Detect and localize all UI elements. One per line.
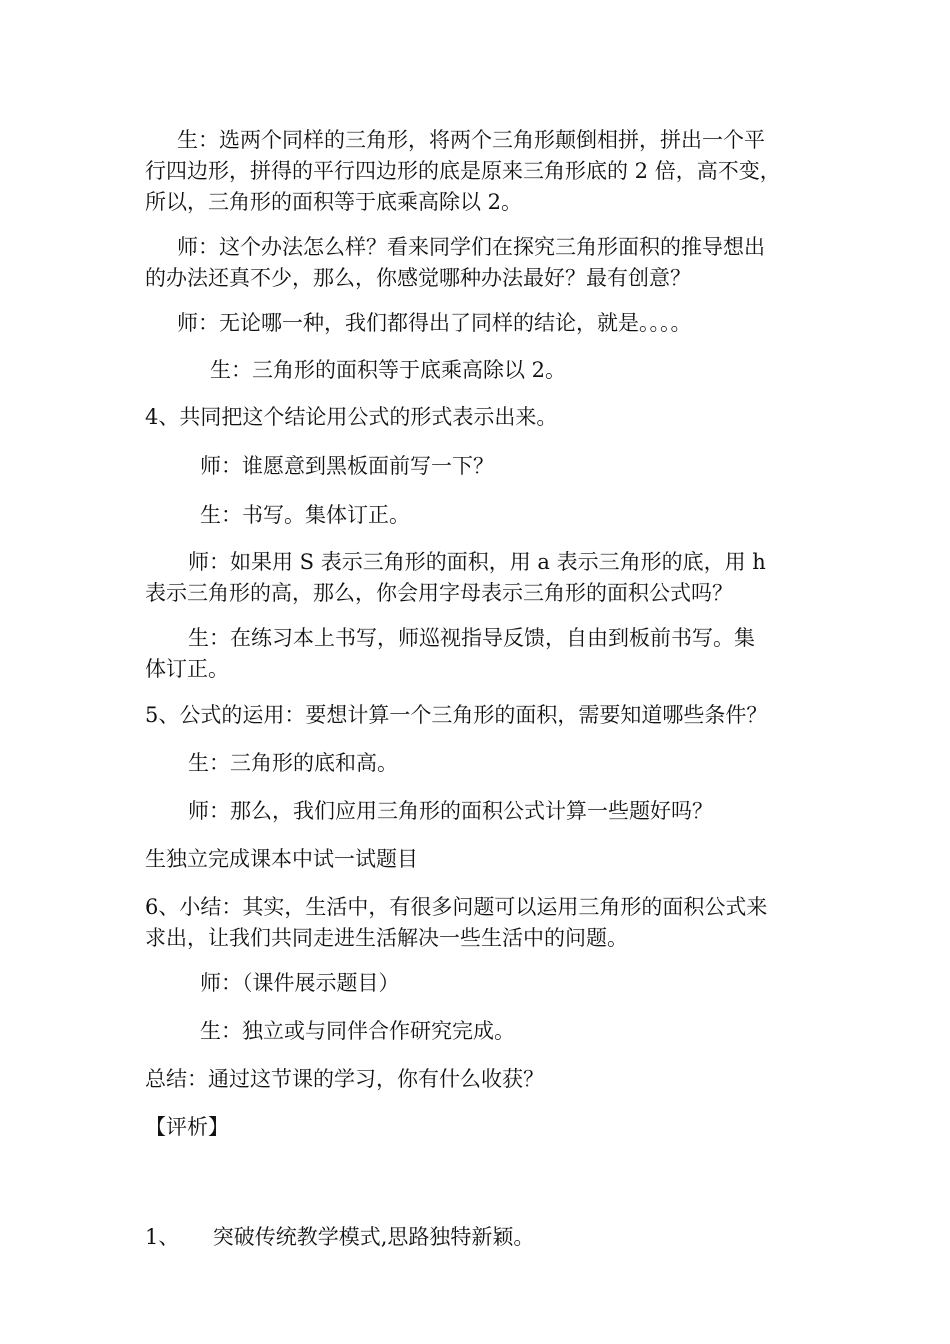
section-heading-evaluation [145, 1112, 229, 1143]
text-line: 6、小结：其实，生活中，有很多问题可以运用三角形的面积公式来 [145, 895, 768, 919]
text-line: 总结：通过这节课的学习，你有什么收获？ [145, 1067, 544, 1091]
paragraph-student-conclusion [210, 355, 566, 386]
text-line: 师：无论哪一种，我们都得出了同样的结论，就是。。。。 [177, 311, 692, 335]
paragraph-student-cooperate [200, 1016, 515, 1047]
paragraph-teacher-formula [145, 547, 766, 609]
paragraph-teacher-apply [188, 796, 713, 827]
text-line: 【评析】 [145, 1115, 229, 1139]
text-line: 表示三角形的高，那么，你会用字母表示三角形的面积公式吗？ [145, 581, 733, 605]
text-line: 生独立完成课本中试一试题目 [145, 847, 418, 871]
paragraph-teacher-question [145, 232, 765, 294]
paragraph-evaluation-item-1 [145, 1160, 534, 1315]
text-line: 生：在练习本上书写，师巡视指导反馈，自由到板前书写。集 [188, 626, 755, 650]
paragraph-teacher-conclusion [177, 308, 692, 339]
paragraph-student-practice [145, 623, 755, 685]
text-line: 师：（课件展示题目） [200, 971, 400, 995]
paragraph-step-5 [145, 700, 767, 731]
text-line: 师：如果用 S 表示三角形的面积，用 a 表示三角形的底，用 h [188, 550, 766, 574]
text-line: 生：书写。集体订正。 [200, 503, 410, 527]
text-line: 师：谁愿意到黑板面前写一下？ [200, 454, 494, 478]
paragraph-student-exercise [145, 844, 418, 875]
paragraph-step-6 [145, 892, 767, 954]
text-line: 师：那么，我们应用三角形的面积公式计算一些题好吗？ [188, 799, 713, 823]
text-line: 的办法还真不少，那么，你感觉哪种办法最好？最有创意？ [145, 266, 691, 290]
text-line: 生：选两个同样的三角形，将两个三角形颠倒相拼，拼出一个平 [177, 128, 765, 152]
paragraph-teacher-blackboard [200, 451, 494, 482]
text-line: 体订正。 [145, 657, 229, 681]
paragraph-teacher-courseware [200, 968, 400, 999]
text-line: 师：这个办法怎么样？看来同学们在探究三角形面积的推导想出 [177, 235, 765, 259]
text-line: 生：三角形的底和高。 [188, 751, 398, 775]
text-line: 4、共同把这个结论用公式的形式表示出来。 [145, 405, 558, 429]
text-line: 1、 突破传统教学模式,思路独特新颖。 [145, 1225, 535, 1249]
text-line: 所以，三角形的面积等于底乘高除以 2。 [145, 190, 523, 214]
text-line: 5、公式的运用：要想计算一个三角形的面积，需要知道哪些条件？ [145, 703, 768, 727]
paragraph-student-method [145, 125, 781, 218]
paragraph-step-4 [145, 402, 557, 433]
text-line: 生：三角形的面积等于底乘高除以 2。 [210, 358, 567, 382]
paragraph-student-base-height [188, 748, 398, 779]
text-line: 求出，让我们共同走进生活解决一些生活中的问题。 [145, 926, 628, 950]
paragraph-summary [145, 1064, 544, 1095]
text-line: 生：独立或与同伴合作研究完成。 [200, 1019, 515, 1043]
text-line: 行四边形，拼得的平行四边形的底是原来三角形底的 2 倍，高不变， [145, 159, 781, 183]
paragraph-student-write [200, 500, 410, 531]
